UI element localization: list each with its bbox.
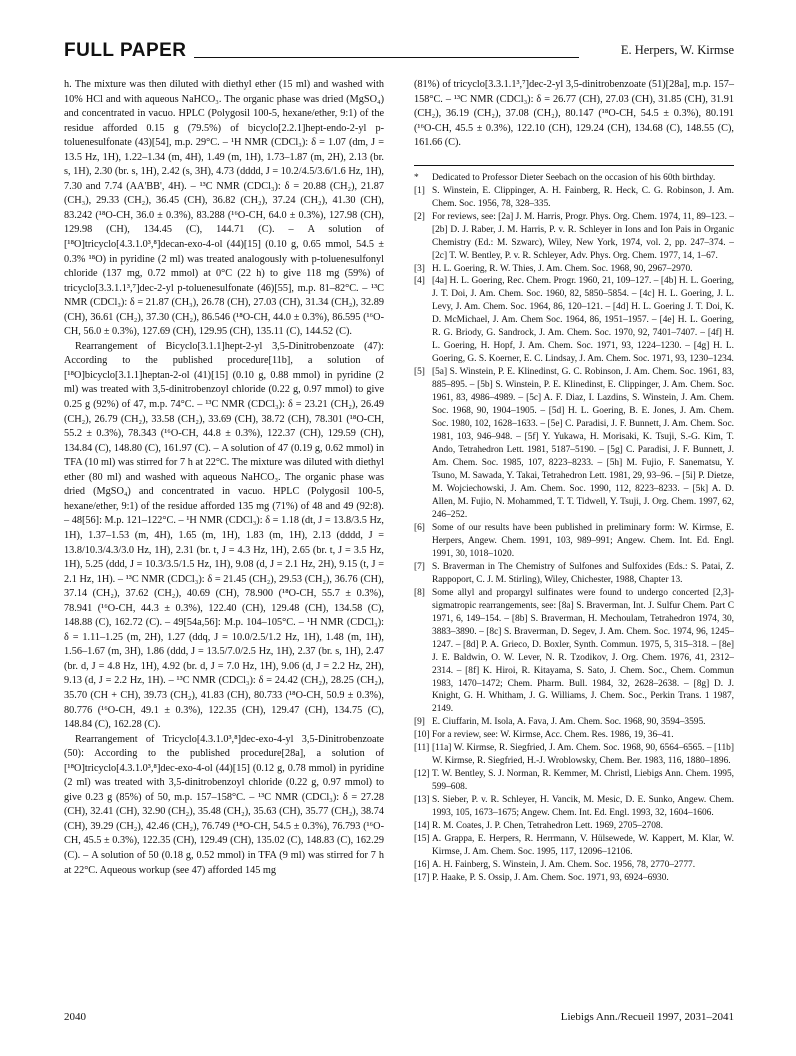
reference-item	[414, 263, 734, 276]
reference-number: [15]	[414, 834, 430, 845]
reference-number: *	[414, 172, 419, 183]
reference-number: [10]	[414, 730, 430, 741]
reference-number: [2]	[414, 211, 425, 222]
reference-list	[414, 165, 734, 885]
reference-text: [11a] W. Kirmse, R. Siegfried, J. Am. Chem. Soc. 1968, 90, 6564–6565. – [11b] W. Kirmse, R. Siegfried, H.-J. Wroblowsky, Chem. Ber. 1983, 116, 1880–1896.	[432, 743, 734, 767]
reference-item	[414, 587, 734, 717]
reference-item	[414, 561, 734, 587]
reference-text: E. Ciuffarin, M. Isola, A. Fava, J. Am. Chem. Soc. 1968, 90, 3594–3595.	[432, 717, 706, 728]
reference-number: [1]	[414, 185, 425, 196]
reference-number: [3]	[414, 263, 425, 274]
reference-number: [17]	[414, 873, 430, 884]
reference-number: [5]	[414, 367, 425, 378]
reference-text: R. M. Coates, J. P. Chen, Tetrahedron Lett. 1969, 2705–2708.	[432, 821, 663, 832]
reference-number: [12]	[414, 769, 430, 780]
body-paragraph: Rearrangement of Bicyclo[3.1.1]hept-2-yl 3,5-Dinitrobenzoate (47): According to the published procedure[11b], a solution of [¹⁸O]bicyclo[3.1.1]heptan-2-ol (41)[15] (0.10 g, 0.88 mmol) in pyridine (2 ml) was treated with 3,5-dinitrobenzoyl chloride (0.22 g, 0.97 mmol) to give 0.25 g (92%) of 47, m.p. 74°C. – ¹³C NMR (CDCl₃): δ = 23.21 (CH₂), 26.49 (CH₂), 26.79 (CH₂), 33.58 (CH₂), 33.69 (CH), 38.72 (CH), 78.301 (¹⁸O-CH, 55.2 ± 0.3%), 78.343 (¹⁶O-CH, 44.8 ± 0.3%), 122.37 (CH), 129.59 (CH), 134.84 (C), 148.80 (C), 161.97 (C). – A solution of 47 (0.19 g, 0.62 mmol) in TFA (10 ml) was stirred for 7 h at 22°C. The mixture was diluted with diethyl ether (80 ml) and washed with aqueous NaHCO₃. The organic phase was dried (MgSO₄) and concentrated in vacuo. HPLC (Polygosil 100-5, hexane/ether, 9:1) of the residue afforded 135 mg (71%) of 48 and 49 (92:8). – 48[56]: M.p. 121–122°C. – ¹H NMR (CDCl₃): δ = 1.18 (dt, J = 13.8/3.5 Hz, 1H), 1.37–1.53 (m, 4H), 1.65 (m, 1H), 1.83 (m, 1H), 2.13 (dddd, J = 13.8/10.3/4.3/3.0 Hz, 1H), 2.31 (br. t, J = 4.3 Hz, 1H), 2.65 (br. t, J = 3.5 Hz, 1H), 5.25 (ddd, J = 10.3/3.5/1.5 Hz, 1H), 9.08 (d, J = 2.1 Hz, 2H), 9.15 (t, J = 2.1 Hz, 1H). – ¹³C NMR (CDCl₃): δ = 21.45 (CH₂), 29.53 (CH₂), 36.76 (CH), 37.14 (CH₂), 37.62 (CH₂), 40.69 (CH), 78.900 (¹⁸O-CH, 55.7 ± 0.3%), 78.941 (¹⁶O-CH, 44.3 ± 0.3%), 122.40 (CH), 129.48 (CH), 134.58 (C), 148.88 (C), 162.72 (C). – 49[54a,56]: M.p. 104–105°C. – ¹H NMR (CDCl₃): δ = 1.11–1.25 (m, 2H), 1.27 (ddq, J = 10.0/2.5/1.2 Hz, 1H), 1.48 (m, 1H), 1.56–1.67 (m, 3H), 1.86 (ddd, J = 13.5/7.0/2.5 Hz, 1H), 2.37 (br. s, 1H), 2.47 (br. d, J = 4.8 Hz, 1H), 4.92 (br. d, J = 7.0 Hz, 1H), 9.06 (d, J = 2.2 Hz, 2H), 9.13 (d, J = 2.2 Hz, 1H). – ¹³C NMR (CDCl₃): δ = 24.42 (CH₂), 28.25 (CH₂), 35.70 (CH + CH), 39.73 (CH₂), 41.83 (CH), 80.733 (¹⁸O-CH, 50.9 ± 0.3%), 80.776 (¹⁶O-CH, 49.1 ± 0.3%), 122.35 (CH), 129.47 (CH), 134.75 (C), 148.84 (C), 162.28 (C).	[64, 340, 384, 731]
body-paragraph: Rearrangement of Tricyclo[4.3.1.0³,⁸]dec-exo-4-yl 3,5-Dinitrobenzoate (50): According to the published procedure[28a], a solution of [¹⁸O]tricyclo[4.3.1.0³,⁸]dec-exo-4-ol (44)[15] (0.12 g, 0.78 mmol) in pyridine (2 ml) was treated with 3,5-dinitrobenzoyl chloride (0.22 g, 0.97 mmol) to give 0.23 g (85%) of 50, m.p. 157–158°C. – ¹³C NMR (CDCl₃): δ = 27.28 (CH), 32.41 (CH), 32.90 (CH₂), 35.48 (CH₂), 35.63 (CH), 35.77 (CH₂), 38.74 (CH), 39.29 (CH₂), 42.46 (CH₂), 76.749 (¹⁸O-CH, 54.5 ± 0.3%), 76.793 (¹⁶O-CH, 45.5 ± 0.3%), 122.35 (CH), 129.49 (CH), 135.02 (C), 148.83 (C), 162.29 (C). – A solution of 50 (0.18 g, 0.52 mmol) in TFA (9 ml) was stirred for 7 h at 22°C. Aqueous workup (see 47) afforded 145 mg	[64, 733, 384, 876]
reference-item	[414, 275, 734, 366]
reference-number: [7]	[414, 561, 425, 572]
reference-item	[414, 172, 734, 185]
reference-text: Dedicated to Professor Dieter Seebach on the occasion of his 60th birthday.	[432, 172, 716, 183]
reference-number: [4]	[414, 276, 425, 287]
reference-text: H. L. Goering, R. W. Thies, J. Am. Chem. Soc. 1968, 90, 2967–2970.	[432, 263, 693, 274]
reference-item	[414, 859, 734, 872]
reference-item	[414, 820, 734, 833]
reference-number: [14]	[414, 821, 430, 832]
reference-item	[414, 185, 734, 211]
reference-item	[414, 768, 734, 794]
header-rule	[194, 57, 579, 58]
reference-text: Some allyl and propargyl sulfinates were found to undergo concerted [2,3]-sigmatropic rearrangements, see: [8a] S. Braverman, Int. J. Sulfur Chem. Part C 1971, 6, 149–154. – [8b] S. Braverman, H. Mechoulam, Tetrahedron 1974, 30, 3883–3890. – [8c] S. Braverman, D. Segev, J. Am. Chem. Soc. 1974, 96, 1245–1247. – [8d] P. A. Grieco, D. Boxler, Synth. Commun. 1975, 5, 315–318. – [8e] J. E. Baldwin, O. W. Lever, N. R. Tzodikov, J. Org. Chem. 1976, 41, 2312–2314. – [8f] K. Hiroi, R. Kitayama, S. Sato, J. Chem. Soc., Chem. Commun 1983, 1470–1472; Chem. Pharm. Bull. 1984, 32, 2628–2638. – [8g] D. J. Knight, G. H. Whitham, J. G. Williams, J. Chem. Soc., Perkin Trans. 1 1987, 2149.	[432, 587, 734, 715]
body-paragraph: (81%) of tricyclo[3.3.1.1³,⁷]dec-2-yl 3,5-dinitrobenzoate (51)[28a], m.p. 157–158°C. – ¹³C NMR (CDCl₃): δ = 26.77 (CH), 27.03 (CH), 31.85 (CH), 31.91 (CH₂), 36.19 (CH₂), 37.08 (CH₂), 80.147 (¹⁸O-CH, 54.5 ± 0.3%), 80.191 (¹⁶O-CH, 45.5 ± 0.3%), 122.10 (CH), 129.24 (CH), 134.68 (C), 148.55 (C), 161.66 (C).	[414, 79, 734, 149]
journal-citation: Liebigs Ann./Recueil 1997, 2031–2041	[560, 1011, 734, 1023]
reference-item	[414, 366, 734, 522]
reference-item	[414, 742, 734, 768]
reference-item	[414, 872, 734, 885]
reference-text: S. Braverman in The Chemistry of Sulfones and Sulfoxides (Eds.: S. Patai, Z. Rappoport, C. J. M. Stirling), Wiley, Chichester, 1988, Chapter 13.	[432, 561, 734, 585]
reference-text: Some of our results have been published in preliminary form: W. Kirmse, E. Herpers, Angew. Chem. 1991, 103, 989–991; Angew. Chem. Int. Ed. Engl. 1991, 30, 1018–1020.	[432, 522, 734, 559]
reference-text: T. W. Bentley, S. J. Norman, R. Kemmer, M. Christl, Liebigs Ann. Chem. 1995, 599–608.	[432, 769, 734, 793]
reference-text: S. Sieber, P. v. R. Schleyer, H. Vancik, M. Mesic, D. E. Sunko, Angew. Chem. 1993, 105, 1673–1675; Angew. Chem. Int. Ed. Engl. 1993, 32, 1604–1606.	[432, 795, 734, 819]
reference-number: [9]	[414, 717, 425, 728]
reference-text: [4a] H. L. Goering, Rec. Chem. Progr. 1960, 21, 109–127. – [4b] H. L. Goering, J. T. Doi, J. Am. Chem. Soc. 1960, 82, 5850–5854. – [4c] H. L. Goering, J. L. Levy, J. Am. Chem. Soc. 1964, 86, 120–121. – [4d] H. L. Goering J. T. Doi, K. D. McMichael, J. Am. Chem Soc. 1964, 86, 1951–1957. – [4e] H. L. Goering, R. G. Briody, G. Sandrock, J. Am. Chem. Soc. 1970, 92, 7401–7407. – [4f] H. L. Goering, H. Hopf, J. Am. Chem. Soc. 1971, 93, 1224–1230. – [4g] H. L. Goering, G. S. Koerner, E. C. Lindsay, J. Am. Chem. Soc. 1971, 93, 1230–1234.	[432, 276, 734, 365]
page-header	[64, 40, 734, 64]
reference-text: A. H. Fainberg, S. Winstein, J. Am. Chem. Soc. 1956, 78, 2770–2777.	[432, 860, 696, 871]
reference-text: P. Haake, P. S. Ossip, J. Am. Chem. Soc. 1971, 93, 6924–6930.	[432, 873, 669, 884]
reference-text: S. Winstein, E. Clippinger, A. H. Fainberg, R. Heck, C. G. Robinson, J. Am. Chem. Soc. 1956, 78, 328–335.	[432, 185, 734, 209]
reference-item	[414, 833, 734, 859]
reference-text: [5a] S. Winstein, P. E. Klinedinst, G. C. Robinson, J. Am. Chem. Soc. 1961, 83, 885–895. – [5b] S. Winstein, P. E. Klinedinst, E. Clippinger, J. Am. Chem. Soc. 1961, 83, 4986–4989. – [5c] A. F. Diaz, I. Lazdins, S. Winstein, J. Am. Chem. Soc. 1968, 90, 1904–1905. – [5d] H. L. Goering, B. E. Jones, J. Am. Chem. Soc. 1980, 102, 1628–1633. – [5e] C. Paradisi, J. F. Bunnett, J. Am. Chem. Soc. 1981, 103, 946–948. – [5f] Y. Yukawa, H. Morisaki, K. Tsuji, S.-G. Kim, T. Ando, Tetrahedron Lett. 1981, 5187–5190. – [5g] C. Paradisi, J. F. Bunnett, J. Am. Chem. Soc. 1985, 107, 8223–8233. – [5h] M. Fujio, F. Sanematsu, Y. Tsuno, M. Sawada, Y. Takai, Tetrahedron Lett. 1981, 29, 93–96. – [5i] P. Dietze, M. Wojciechowski, J. Am. Chem. Soc. 1990, 112, 8223–8233. – [5k] A. D. Allen, M. Fujio, N. Mohammed, T. T. Tidwell, Y. Tsuji, J. Org. Chem. 1997, 62, 246–252.	[432, 367, 734, 520]
reference-item	[414, 794, 734, 820]
reference-number: [8]	[414, 587, 425, 598]
reference-item	[414, 211, 734, 263]
reference-number: [11]	[414, 743, 430, 754]
reference-number: [13]	[414, 795, 430, 806]
running-authors: E. Herpers, W. Kirmse	[620, 43, 734, 57]
section-kicker: FULL PAPER	[64, 40, 187, 61]
reference-number: [6]	[414, 522, 425, 533]
reference-item	[414, 729, 734, 742]
reference-text: For a review, see: W. Kirmse, Acc. Chem. Res. 1986, 19, 36–41.	[432, 730, 674, 741]
left-column	[64, 78, 384, 878]
body-paragraph: h. The mixture was then diluted with diethyl ether (15 ml) and washed with 10% HCl and with aqueous NaHCO₃. The organic phase was dried (MgSO₄) and concentrated in vacuo. HPLC (Polygosil 100-5, hexane/ether, 9:1) of the residue afforded 0.15 g (79.5%) of bicyclo[2.2.1]hept-endo-2-yl p-toluenesulfonate (43)[54], m.p. 29°C. – ¹H NMR (CDCl₃): δ = 1.07 (dm, J = 13.5 Hz, 1H), 1.22–1.34 (m, 4H), 1.49 (m, 1H), 1.73–1.87 (m, 2H), 2.13 (br. s, 1H), 2.30 (br. s, 1H), 2.42 (s, 3H), 4.73 (dddd, J = 10.2/4.5/3.6/1.6 Hz, 1H), 7.30 and 7.74 (AA'BB', 4H). – ¹³C NMR (CDCl₃): δ = 20.88 (CH₂), 21.87 (CH₃), 29.33 (CH₂), 36.45 (CH), 36.82 (CH₂), 37.24 (CH₂), 41.30 (CH), 83.242 (¹⁸O-CH, 36.0 ± 0.3%), 83.288 (¹⁶O-CH, 64.0 ± 0.3%), 127.98 (CH), 129.98 (CH), 134.45 (C), 144.71 (C). – A solution of [¹⁸O]tricyclo[4.3.1.0³,⁸]decan-exo-4-ol (44)[15] (0.10 g, 0.65 mmol, 54.5 ± 0.3% ¹⁸O) in pyridine (2 ml) was treated analogously with p-toluenesulfonyl chloride (137 mg, 0.72 mmol) at 0°C (22 h) to give 118 mg (59%) of tricyclo[3.3.1.1³,⁷]dec-2-yl p-toluenesulfonate (46)[55], m.p. 81–82°C. – ¹³C NMR (CDCl₃): δ = 21.87 (CH₃), 26.78 (CH), 27.03 (CH), 31.34 (CH₂), 32.89 (CH), 36.61 (CH₂), 37.30 (CH₂), 86.546 (¹⁸O-CH, 44.0 ± 0.3%), 86.595 (¹⁶O-CH, 56.0 ± 0.3%), 127.69 (CH), 129.95 (CH), 135.11 (C), 144.52 (C).	[64, 79, 384, 338]
right-column	[414, 78, 734, 885]
page-number: 2040	[64, 1011, 86, 1023]
footnote-rule	[414, 165, 734, 166]
reference-number: [16]	[414, 860, 430, 871]
reference-item	[414, 716, 734, 729]
reference-item	[414, 522, 734, 561]
reference-text: A. Grappa, E. Herpers, R. Herrmann, V. Hülsewede, W. Kappert, M. Klar, W. Kirmse, J. Am. Chem. Soc. 1995, 117, 12096–12106.	[432, 834, 734, 858]
reference-text: For reviews, see: [2a] J. M. Harris, Progr. Phys. Org. Chem. 1974, 11, 89–123. – [2b] D. J. Raber, J. M. Harris, P. v. R. Schleyer in Ions and Ion Pais in Organic Chemistry (Ed.: M. Szwarc), Wiley, New York, 1974, vol. 2, pp. 247–374. – [2c] T. W. Bentley, P. v. R. Schleyer, Adv. Phys. Org. Chem. 1977, 14, 1–67.	[432, 211, 734, 261]
